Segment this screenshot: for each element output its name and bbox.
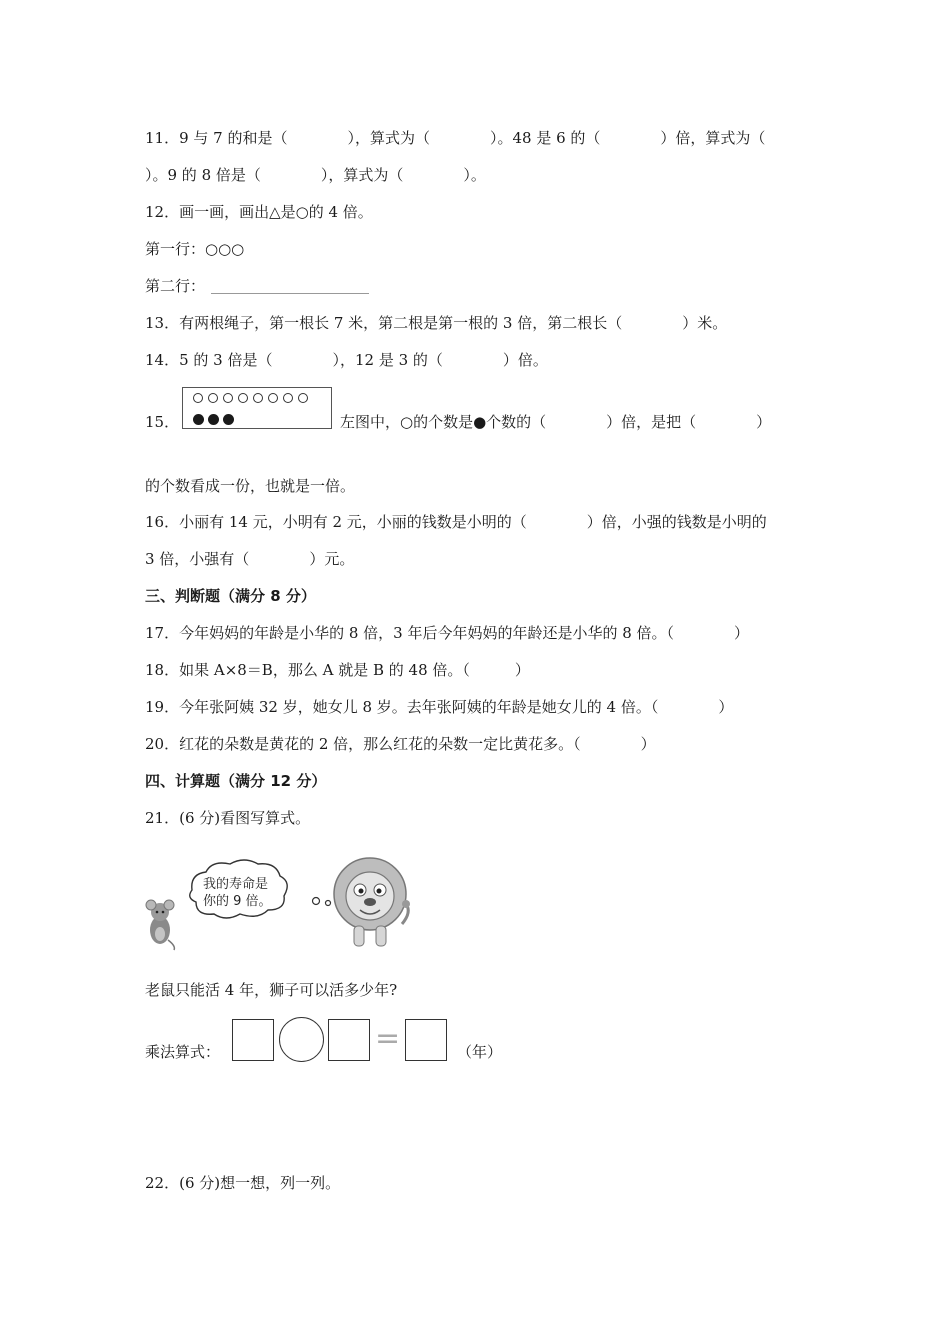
- q13: 13．有两根绳子，第一根长 7 米，第二根是第一根的 3 倍，第二根长（ ）米。: [145, 314, 728, 332]
- solid-circle-icon: [223, 414, 234, 425]
- q21: 21．(6 分)看图写算式。: [145, 809, 311, 827]
- q12-row2: 第二行：: [145, 277, 206, 295]
- q16-line2: 3 倍，小强有（ ）元。: [145, 550, 355, 568]
- formula-unit: （年）: [457, 1043, 503, 1061]
- q15-dot-figure: [182, 387, 332, 429]
- q14: 14．5 的 3 倍是（ ），12 是 3 的（ ）倍。: [145, 351, 548, 369]
- solid-circle-icon: [208, 414, 219, 425]
- operator-circle[interactable]: [279, 1017, 324, 1062]
- q12: 12．画一画，画出△是○的 4 倍。: [145, 203, 373, 221]
- solid-circle-icon: [193, 414, 204, 425]
- q15-line2: 的个数看成一份，也就是一倍。: [145, 477, 356, 495]
- hollow-circle-icon: [238, 393, 248, 403]
- q22: 22．(6 分)想一想，列一列。: [145, 1174, 341, 1192]
- q11-line2: ）。9 的 8 倍是（ ），算式为（ ）。: [145, 166, 486, 184]
- equals-sign: =: [375, 1021, 401, 1056]
- q12-row1: 第一行：○○○: [145, 240, 245, 258]
- section-4-heading: 四、计算题（满分 12 分）: [145, 772, 327, 790]
- answer-box-1[interactable]: [232, 1019, 274, 1061]
- mouse-lion-illustration: [140, 852, 415, 952]
- q18: 18．如果 A×8＝B，那么 A 就是 B 的 48 倍。（ ）: [145, 661, 530, 679]
- q12-answer-line: [211, 293, 369, 294]
- q16-line1: 16．小丽有 14 元，小明有 2 元，小丽的钱数是小明的（ ）倍，小强的钱数是小明的: [145, 513, 767, 531]
- thought-bubble: [190, 860, 340, 918]
- section-3-heading: 三、判断题（满分 8 分）: [145, 587, 316, 605]
- lion-icon: [334, 858, 410, 946]
- hollow-circle-icon: [283, 393, 293, 403]
- answer-box-2[interactable]: [328, 1019, 370, 1061]
- mouse-icon: [146, 900, 174, 950]
- q19: 19．今年张阿姨 32 岁，她女儿 8 岁。去年张阿姨的年龄是她女儿的 4 倍。（ ）: [145, 698, 734, 716]
- q11-line1: 11．9 与 7 的和是（ ），算式为（ ）。48 是 6 的（ ）倍，算式为（: [145, 129, 766, 147]
- answer-box-3[interactable]: [405, 1019, 447, 1061]
- hollow-circle-icon: [208, 393, 218, 403]
- q15-number: 15．: [145, 413, 180, 431]
- q15-text: 左图中，○的个数是●个数的（ ）倍，是把（ ）: [340, 413, 772, 431]
- q20: 20．红花的朵数是黄花的 2 倍，那么红花的朵数一定比黄花多。（ ）: [145, 735, 656, 753]
- hollow-circle-icon: [268, 393, 278, 403]
- hollow-circle-icon: [193, 393, 203, 403]
- hollow-circle-icon: [298, 393, 308, 403]
- bubble-line-1: 我的寿命是: [203, 877, 269, 892]
- formula-label: 乘法算式：: [145, 1043, 221, 1061]
- hollow-circle-icon: [253, 393, 263, 403]
- hollow-circle-icon: [223, 393, 233, 403]
- q21-question: 老鼠只能活 4 年，狮子可以活多少年?: [145, 981, 398, 999]
- q17: 17．今年妈妈的年龄是小华的 8 倍，3 年后今年妈妈的年龄还是小华的 8 倍。（ ）: [145, 624, 750, 642]
- bubble-line-2: 你的 9 倍。: [203, 894, 272, 909]
